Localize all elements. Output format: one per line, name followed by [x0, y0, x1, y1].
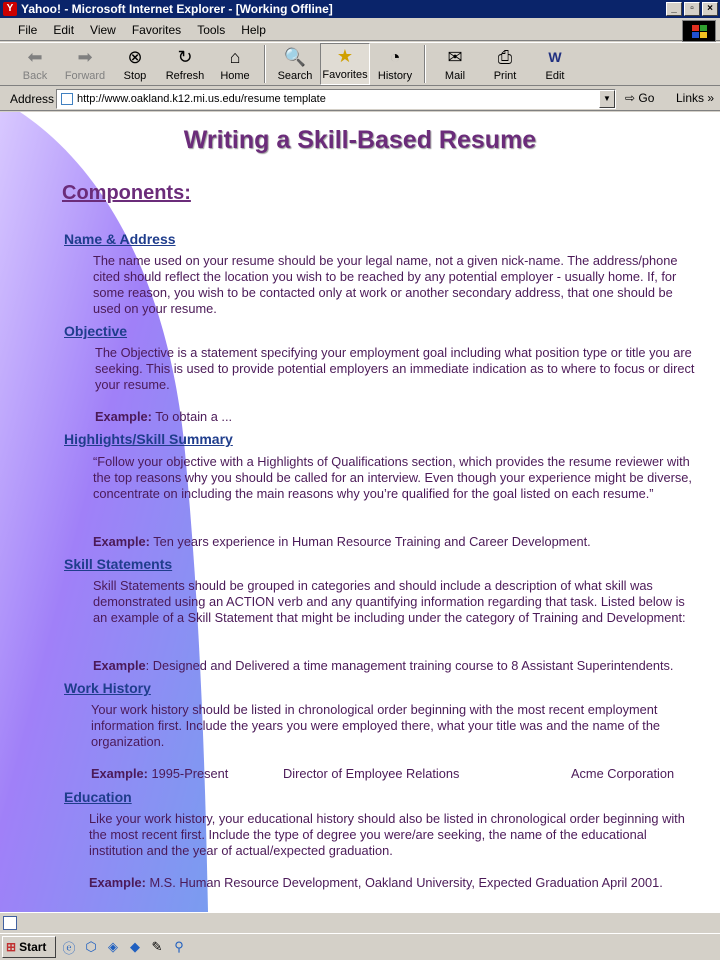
work-history-example-title: Director of Employee Relations	[283, 766, 460, 781]
history-button[interactable]: ◔ History	[377, 46, 413, 82]
work-history-example: Example: 1995-Present	[91, 766, 229, 781]
print-button[interactable]: ⎙ Print	[493, 46, 517, 82]
section-heading-work-history[interactable]: Work History	[64, 680, 151, 696]
search-icon: 🔍	[283, 46, 307, 67]
objective-example: Example: To obtain a ...	[95, 409, 233, 424]
links-button[interactable]: Links »	[676, 91, 715, 105]
toolbar-separator	[424, 45, 426, 83]
stop-button[interactable]: ⊗ Stop	[123, 46, 147, 82]
refresh-button[interactable]: ↻ Refresh	[165, 46, 205, 82]
address-label: Address	[10, 91, 55, 106]
menu-favorites[interactable]: Favorites	[131, 22, 182, 37]
window-title: Yahoo! - Microsoft Internet Explorer - [Working Offline]	[21, 2, 333, 16]
highlights-example: Example: Ten years experience in Human Resource Training and Career Development.	[93, 534, 591, 549]
minimize-button[interactable]: _	[666, 2, 682, 16]
menu-edit[interactable]: Edit	[53, 22, 75, 37]
maximize-button[interactable]: ▫	[684, 2, 700, 16]
menu-view[interactable]: View	[90, 22, 116, 37]
back-arrow-icon: ⬅	[27, 46, 43, 67]
mail-button[interactable]: ✉ Mail	[444, 46, 466, 82]
close-button[interactable]: ×	[702, 2, 718, 16]
mail-icon: ✉	[447, 46, 463, 67]
printer-icon: ⎙	[497, 46, 513, 67]
section-heading-objective[interactable]: Objective	[64, 323, 128, 339]
section-body-education: Like your work history, your educational history should also be listed in chronological order beginning with the most recent first. Include the type of degree you were/are seeking, the name of the educational institution and the year of actual/expected graduation.	[89, 811, 685, 858]
page-icon	[61, 93, 73, 105]
internet-explorer-icon[interactable]: ⓔ	[62, 940, 76, 956]
section-body-skill-statements: Skill Statements should be grouped in categories and should include a description of what skill was demonstrated using an ACTION verb and any quantifying information regarding that task. Listed below is an example of a Skill Statement that might be including under the category of Training and Development:	[93, 578, 686, 625]
desktop-icon[interactable]: ◆	[130, 939, 140, 954]
address-url: http://www.oakland.k12.mi.us.edu/resume template	[77, 93, 326, 105]
windows-flag-icon: ⊞	[6, 940, 17, 954]
forward-button[interactable]: ➡ Forward	[64, 46, 106, 82]
section-heading-skill-statements[interactable]: Skill Statements	[64, 556, 173, 572]
page-status-icon	[3, 916, 17, 930]
section-heading-highlights[interactable]: Highlights/Skill Summary	[64, 431, 233, 447]
windows-logo-icon	[682, 20, 716, 42]
title-bar	[0, 0, 720, 18]
toolbar-separator	[264, 45, 266, 83]
channels-icon[interactable]: ◈	[108, 939, 118, 954]
section-body-name-address: The name used on your resume should be your legal name, not a given nick-name. The address/phone cited should reflect the location you wish to be reached by any potential employer - usually home. If, for some reason, you wish to be contacted only at work or another secondary address, that one should be used on your resume.	[93, 253, 678, 316]
outlook-icon[interactable]: ⬡	[85, 939, 97, 954]
section-body-highlights: “Follow your objective with a Highlights of Qualifications section, which provides the resume reviewer with the top reasons why you should be called for an interview. Even though your experience might be diverse, concentrate on including the main reasons why you’re qualified for the goal listed on each resume.”	[93, 454, 692, 501]
notepad-icon[interactable]: ✎	[151, 939, 163, 954]
word-edit-icon: W	[548, 49, 562, 65]
address-dropdown-button[interactable]: ▼	[599, 90, 615, 108]
refresh-icon: ↻	[177, 46, 193, 67]
start-button[interactable]: ⊞ Start	[2, 936, 56, 958]
home-icon: ⌂	[229, 46, 241, 67]
back-button[interactable]: ⬅ Back	[22, 46, 48, 82]
skill-statements-example: Example: Designed and Delivered a time management training course to 8 Assistant Superintendents.	[93, 658, 674, 673]
education-example: Example: M.S. Human Resource Development, Oakland University, Expected Graduation April 2001.	[89, 875, 663, 890]
page-content	[0, 112, 720, 912]
search-button[interactable]: 🔍 Search	[277, 46, 313, 82]
favorites-button[interactable]: ★ Favorites	[320, 43, 370, 85]
forward-arrow-icon: ➡	[77, 46, 93, 67]
stop-icon: ⊗	[127, 46, 143, 67]
address-bar	[0, 87, 720, 111]
work-history-example-org: Acme Corporation	[571, 766, 675, 781]
go-button[interactable]: ⇨ Go	[625, 91, 655, 105]
home-button[interactable]: ⌂ Home	[220, 46, 250, 82]
section-body-objective: The Objective is a statement specifying your employment goal including what position type or title you are seeking. This is used to provide potential employers an immediate indication as to where to focus or direct your resume.	[95, 345, 695, 392]
menu-help[interactable]: Help	[241, 22, 266, 37]
favorites-folder-icon: ★	[336, 45, 354, 66]
components-heading: Components:	[62, 182, 191, 204]
section-heading-education[interactable]: Education	[64, 789, 132, 805]
history-icon: ◔	[389, 46, 401, 67]
taskbar	[0, 933, 720, 960]
yahoo-icon: Y	[3, 2, 17, 16]
menu-tools[interactable]: Tools	[197, 22, 226, 37]
section-body-work-history: Your work history should be listed in chronological order beginning with the most recent employment information first. Include the years you were employed there, what your title was and the name of the organization.	[91, 702, 661, 749]
menu-bar	[0, 19, 720, 41]
tool-icon[interactable]: ⚲	[174, 939, 184, 954]
status-bar	[0, 912, 720, 932]
menu-file[interactable]: File	[18, 22, 38, 37]
edit-button[interactable]: W Edit	[530, 43, 580, 85]
section-heading-name-address[interactable]: Name & Address	[64, 231, 176, 247]
page-title: Writing a Skill-Based Resume	[183, 126, 537, 154]
address-input[interactable]	[56, 89, 616, 109]
toolbar	[0, 42, 720, 86]
